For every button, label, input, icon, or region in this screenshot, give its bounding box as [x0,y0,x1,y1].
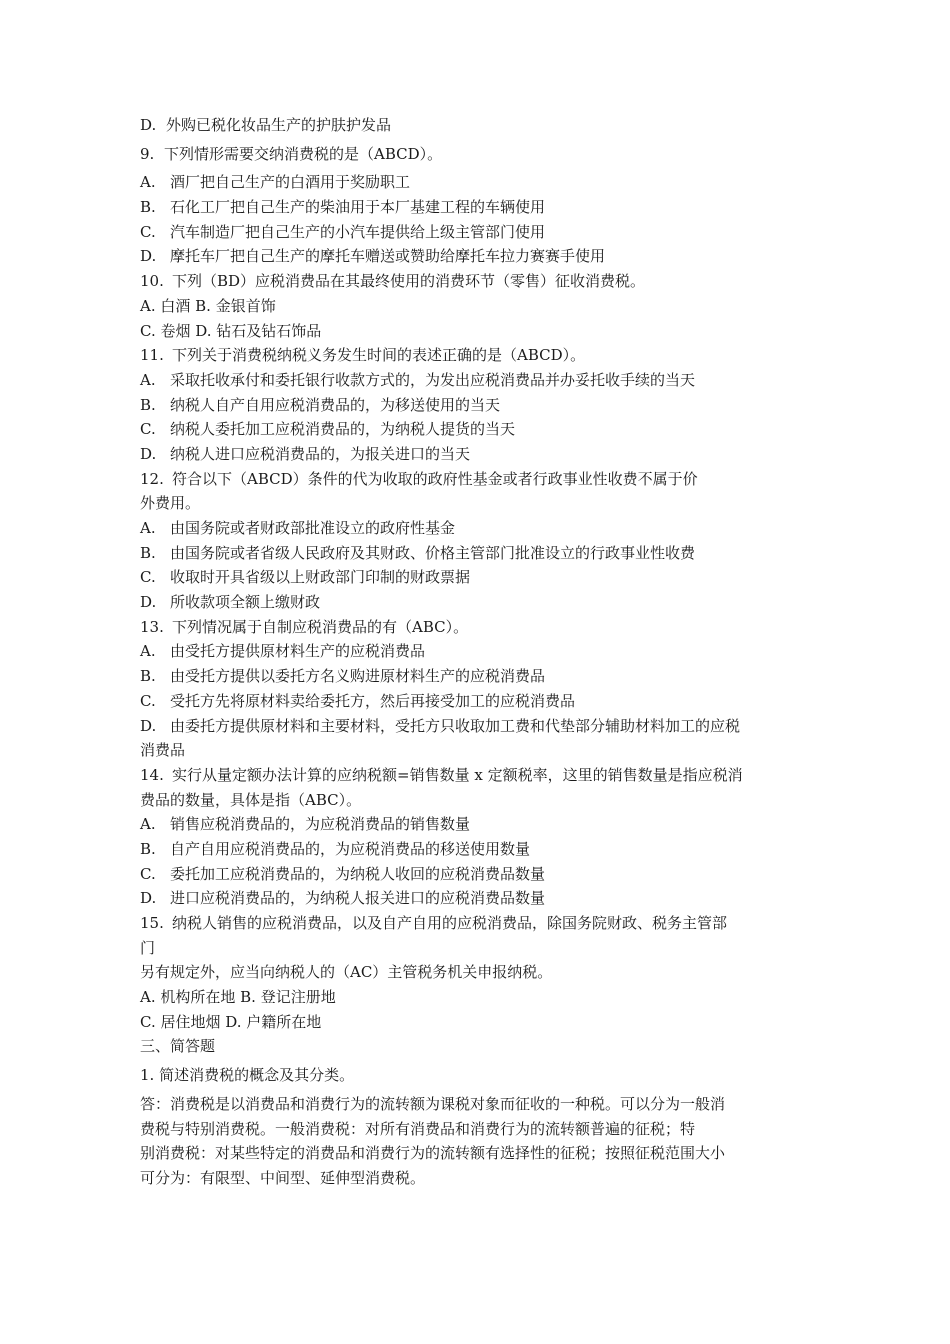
option-marker: C. [140,222,156,241]
option-marker: B. [140,395,156,414]
line-text: A. 机构所在地 B. 登记注册地 [140,988,336,1007]
question-line [140,269,830,294]
option-marker: D. [140,116,157,134]
line-text: 采取托收承付和委托银行收款方式的，为发出应税消费品并办妥托收手续的当天 [170,370,696,389]
text-line [140,491,830,516]
option-line [140,565,830,590]
option-marker: D. [140,889,157,908]
line-text: 酒厂把自己生产的白酒用于奖励职工 [170,173,411,192]
answer-line [140,1141,830,1166]
line-text: 别消费税：对某些特定的消费品和消费行为的流转额有选择性的征税；按照征税范围大小 [140,1144,726,1163]
text-line [140,985,830,1010]
question-line [140,615,830,640]
line-text: 实行从量定额办法计算的应纳税额=销售数量 x 定额税率，这里的销售数量是指应税消 [172,765,743,784]
option-marker: A. [140,173,156,192]
option-line [140,886,830,911]
text-line [140,294,830,319]
option-line [140,590,830,615]
line-text: C. 居住地烟 D. 户籍所在地 [140,1012,322,1031]
option-line [140,442,830,467]
line-text: 由受托方提供以委托方名义购进原材料生产的应税消费品 [170,667,546,686]
option-marker: D. [140,593,157,612]
line-text: 可分为：有限型、中间型、延伸型消费税。 [140,1168,426,1187]
option-line [140,812,830,837]
answer-line [140,1092,830,1117]
line-text: 收取时开具省级以上财政部门印制的财政票据 [170,568,471,587]
option-line [140,170,830,195]
line-text: 下列情况属于自制应税消费品的有（ABC）。 [172,617,469,636]
question-number: 11. [140,346,164,365]
option-marker: B. [140,543,156,562]
line-text: 销售应税消费品的，为应税消费品的销售数量 [170,815,471,834]
line-text: 费税与特别消费税。一般消费税：对所有消费品和消费行为的流转额普遍的征税；特 [140,1119,696,1138]
line-text: 石化工厂把自己生产的柴油用于本厂基建工程的车辆使用 [170,198,546,217]
text-line [140,788,830,813]
option-marker: A. [140,815,156,834]
option-marker: C. [140,420,156,439]
line-text: 门 [140,938,156,957]
line-text: 符合以下（ABCD）条件的代为收取的政府性基金或者行政事业性收费不属于价 [172,469,698,488]
option-line [140,714,830,739]
line-text: 答：消费税是以消费品和消费行为的流转额为课税对象而征收的一种税。可以分为一般消 [140,1094,726,1113]
option-line [140,664,830,689]
option-line [140,417,830,442]
option-line [140,689,830,714]
option-marker: B. [140,839,156,858]
line-text: 下列情形需要交纳消费税的是（ABCD）。 [164,144,443,163]
line-text: 进口应税消费品的，为纳税人报关进口的应税消费品数量 [170,889,546,908]
option-marker: D. [140,444,157,463]
answer-line [140,1117,830,1142]
question-number: 9. [140,144,155,163]
option-line [140,639,830,664]
line-text: 汽车制造厂把自己生产的小汽车提供给上级主管部门使用 [170,222,546,241]
line-text: 外购已税化妆品生产的护肤护发品 [166,116,392,134]
question-line [140,763,830,788]
option-marker: C. [140,691,156,710]
line-text: 纳税人销售的应税消费品，以及自产自用的应税消费品，除国务院财政、税务主管部 [172,914,728,932]
question-number: 12. [140,469,164,488]
option-marker: B. [140,667,156,686]
option-marker: D. [140,247,157,266]
line-text: 由受托方提供原材料生产的应税消费品 [170,642,426,661]
question-number: 15. [140,914,164,932]
line-text: 由委托方提供原材料和主要材料，受托方只收取加工费和代垫部分辅助材料加工的应税 [170,716,741,735]
option-marker: A. [140,519,156,537]
option-line [140,220,830,245]
line-text: 下列（BD）应税消费品在其最终使用的消费环节（零售）征收消费税。 [172,272,646,291]
line-text: 1. 简述消费税的概念及其分类。 [140,1066,355,1085]
line-text: A. 白酒 B. 金银首饰 [140,296,276,315]
line-text: 由国务院或者省级人民政府及其财政、价格主管部门批准设立的行政事业性收费 [170,543,696,562]
question-line [140,1063,830,1088]
question-number: 14. [140,765,164,784]
option-marker: C. [140,568,156,587]
section-heading [140,1034,830,1059]
question-line [140,343,830,368]
option-marker: A. [140,370,156,389]
option-line [140,368,830,393]
text-line [140,960,830,985]
line-text: 三、简答题 [140,1037,216,1056]
option-line [140,244,830,269]
line-text: 纳税人自产自用应税消费品的，为移送使用的当天 [170,395,501,414]
line-text: 由国务院或者财政部批准设立的政府性基金 [170,519,456,537]
line-text: 委托加工应税消费品的，为纳税人收回的应税消费品数量 [170,864,546,883]
text-line [140,738,830,763]
question-number: 13. [140,617,164,636]
line-text: 受托方先将原材料卖给委托方，然后再接受加工的应税消费品 [170,691,576,710]
line-text: 摩托车厂把自己生产的摩托车赠送或赞助给摩托车拉力赛赛手使用 [170,247,606,266]
line-text: 外费用。 [140,494,201,513]
question-number: 10. [140,272,164,291]
document-body [140,113,830,1191]
option-line [140,393,830,418]
question-line [140,142,830,167]
option-line [140,862,830,887]
answer-line [140,1166,830,1191]
question-line [140,467,830,492]
line-text: 纳税人进口应税消费品的，为报关进口的当天 [170,444,471,463]
option-line [140,516,830,541]
line-text: 自产自用应税消费品的，为应税消费品的移送使用数量 [170,839,531,858]
line-text: 费品的数量，具体是指（ABC）。 [140,790,362,809]
line-text: C. 卷烟 D. 钻石及钻石饰品 [140,321,322,340]
option-line [140,837,830,862]
option-marker: C. [140,864,156,883]
option-line [140,541,830,566]
option-line [140,195,830,220]
line-text: 纳税人委托加工应税消费品的，为纳税人提货的当天 [170,420,516,439]
option-marker: D. [140,716,157,735]
line-text: 消费品 [140,741,186,760]
text-line [140,1010,830,1035]
text-line [140,319,830,344]
line-text: 下列关于消费税纳税义务发生时间的表述正确的是（ABCD）。 [172,346,586,365]
text-line [140,113,830,138]
option-marker: B. [140,198,156,217]
question-line [140,911,830,936]
line-text: 另有规定外，应当向纳税人的（AC）主管税务机关申报纳税。 [140,963,553,982]
option-marker: A. [140,642,156,661]
line-text: 所收款项全额上缴财政 [170,593,321,612]
text-line [140,936,830,961]
